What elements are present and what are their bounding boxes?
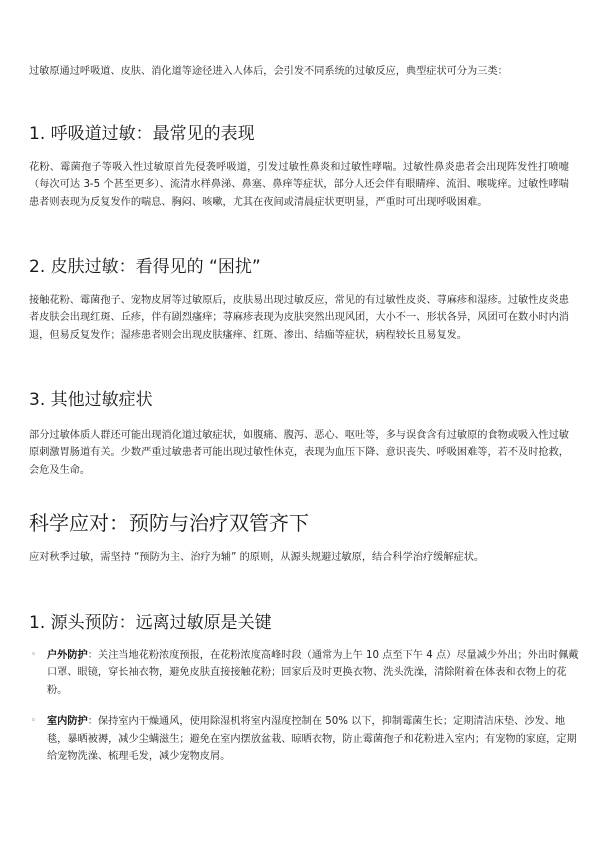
prevention-list — [29, 647, 581, 765]
bullet-circle-icon: ◦ — [31, 716, 37, 727]
section-body-skin: 接触花粉、霉菌孢子、宠物皮屑等过敏原后，皮肤易出现过敏反应，常见的有过敏性皮炎、荨麻疹和湿疹。过敏性皮炎患者皮肤会出现红斑、丘疹，伴有剧烈瘙痒；荨麻疹表现为皮肤突然出现风团，大小不一、形状各异，风团可在数小时内消退，但易反复发作；湿疹患者则会出现皮肤瘙痒、红斑、渗出、结痂等症状，病程较长且易复发。 — [29, 295, 569, 341]
section-body-other: 部分过敏体质人群还可能出现消化道过敏症状，如腹痛、腹泻、恶心、呕吐等，多与误食含有过敏原的食物或吸入性过敏原刺激胃肠道有关。少数严重过敏患者可能出现过敏性休克，表现为血压下降、意识丧失、呼吸困难等，若不及时抢救，会危及生命。 — [29, 430, 569, 476]
main-section-heading: 科学应对：预防与治疗双管齐下 — [29, 511, 309, 535]
bullet-circle-icon: ◦ — [31, 650, 37, 660]
section-heading-other: 3. 其他过敏症状 — [29, 390, 153, 410]
list-item-outdoor — [29, 647, 581, 699]
section-heading-skin: 2. 皮肤过敏：看得见的 “困扰” — [29, 257, 261, 277]
list-item-indoor — [29, 713, 581, 765]
list-item-text: ：关注当地花粉浓度预报，在花粉浓度高峰时段（通常为上午 10 点至下午 4 点）尽量减少外出；外出时佩戴口罩、眼镜，穿长袖衣物，避免皮肤直接接触花粉；回家后及时更换衣物、洗头洗澡，清除附着在体表和衣物上的花粉。 — [47, 650, 579, 696]
list-item-label: 户外防护 — [47, 650, 88, 661]
main-section-body: 应对秋季过敏，需坚持 “预防为主、治疗为辅” 的原则，从源头规避过敏原，结合科学治疗缓解症状。 — [29, 552, 485, 563]
prevention-heading: 1. 源头预防：远离过敏原是关键 — [29, 613, 272, 633]
section-body-respiratory: 花粉、霉菌孢子等吸入性过敏原首先侵袭呼吸道，引发过敏性鼻炎和过敏性哮喘。过敏性鼻炎患者会出现阵发性打喷嚏（每次可达 3-5 个甚至更多）、流清水样鼻涕、鼻塞、鼻痒等症状，部分人还会伴有眼睛痒、流泪、喉咙痒。过敏性哮喘患者则表现为反复发作的喘息、胸闷、咳嗽，尤其在夜间或清晨症状更明显，严重时可出现呼吸困难。 — [29, 162, 569, 208]
section-heading-respiratory: 1. 呼吸道过敏：最常见的表现 — [29, 124, 255, 144]
intro-paragraph: 过敏原通过呼吸道、皮肤、消化道等途径进入人体后，会引发不同系统的过敏反应，典型症状可分为三类： — [29, 66, 508, 77]
list-item-label: 室内防护 — [47, 716, 88, 728]
list-item-text: ：保持室内干燥通风，使用除湿机将室内湿度控制在 50% 以下，抑制霉菌生长；定期清洁床垫、沙发、地毯，暴晒被褥，减少尘螨滋生；避免在室内摆放盆栽、晾晒衣物，防止霉菌孢子和花粉进入室内；有宠物的家庭，定期给宠物洗澡、梳理毛发，减少宠物皮屑。 — [47, 716, 577, 763]
